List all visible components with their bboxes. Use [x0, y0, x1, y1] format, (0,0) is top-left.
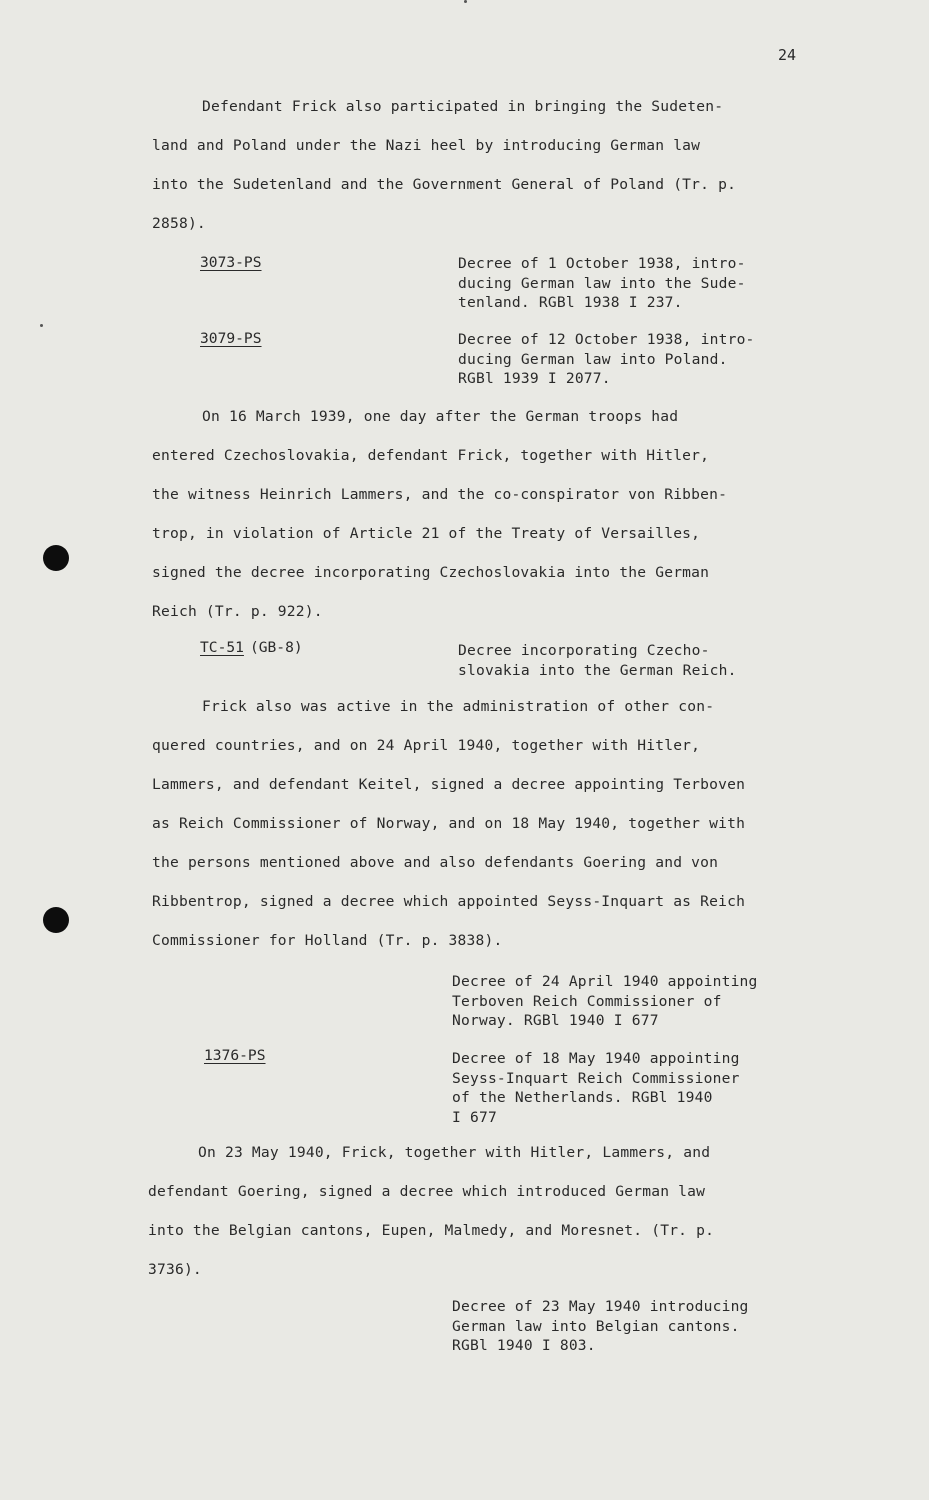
- reference-description: [458, 641, 798, 680]
- reference-line: RGBl 1940 I 803.: [452, 1337, 596, 1354]
- text-line: defendant Goering, signed a decree which introduced German law: [148, 1183, 706, 1200]
- page-number: 24: [778, 46, 797, 64]
- reference-line: German law into Belgian cantons.: [452, 1317, 740, 1335]
- reference-description: [458, 254, 798, 313]
- text-line: land and Poland under the Nazi heel by introducing German law: [152, 137, 701, 154]
- text-line: On 23 May 1940, Frick, together with Hitler, Lammers, and: [198, 1144, 711, 1161]
- text-line: entered Czechoslovakia, defendant Frick, together with Hitler,: [152, 447, 710, 464]
- reference-line: Decree of 24 April 1940 appointing: [452, 973, 758, 990]
- reference-id-text: 3079-PS: [200, 330, 262, 347]
- reference-line: of the Netherlands. RGBl 1940: [452, 1089, 713, 1106]
- reference-document-id: [200, 330, 262, 347]
- reference-line: Norway. RGBl 1940 I 677: [452, 1012, 659, 1029]
- punch-hole: [43, 907, 69, 933]
- reference-line: ducing German law into Poland.: [458, 350, 728, 368]
- reference-exhibit-number: (GB-8): [249, 639, 303, 656]
- paragraph-3: [152, 687, 797, 960]
- reference-id-text: 3073-PS: [200, 254, 262, 271]
- text-line: as Reich Commissioner of Norway, and on 18 May 1940, together with: [152, 815, 746, 832]
- reference-line: RGBl 1939 I 2077.: [458, 370, 611, 387]
- text-line: 2858).: [152, 215, 206, 232]
- text-line: Ribbentrop, signed a decree which appointed Seyss-Inquart as Reich: [152, 893, 746, 910]
- text-line: Reich (Tr. p. 922).: [152, 603, 323, 620]
- reference-description: [452, 1049, 792, 1127]
- reference-description: [452, 972, 792, 1031]
- reference-line: Decree incorporating Czecho-: [458, 642, 710, 659]
- text-line: Defendant Frick also participated in bringing the Sudeten-: [202, 98, 724, 115]
- text-line: Frick also was active in the administration of other con-: [202, 698, 715, 715]
- reference-document-id: [200, 254, 262, 271]
- punch-hole: [43, 545, 69, 571]
- reference-line: tenland. RGBl 1938 I 237.: [458, 294, 683, 311]
- text-line: On 16 March 1939, one day after the German troops had: [202, 408, 679, 425]
- reference-line: Decree of 23 May 1940 introducing: [452, 1298, 749, 1315]
- paper-speck: [464, 0, 467, 3]
- reference-document-id: [200, 639, 303, 656]
- reference-line: Decree of 1 October 1938, intro-: [458, 255, 746, 272]
- reference-line: I 677: [452, 1108, 497, 1126]
- reference-document-id: [204, 1047, 266, 1064]
- text-line: Commissioner for Holland (Tr. p. 3838).: [152, 932, 503, 949]
- text-line: signed the decree incorporating Czechoslovakia into the German: [152, 564, 710, 581]
- reference-id-text: 1376-PS: [204, 1047, 266, 1064]
- text-line: the persons mentioned above and also defendants Goering and von: [152, 854, 719, 871]
- reference-line: Decree of 18 May 1940 appointing: [452, 1050, 740, 1067]
- text-line: into the Sudetenland and the Government General of Poland (Tr. p.: [152, 176, 737, 193]
- reference-line: slovakia into the German Reich.: [458, 661, 737, 679]
- text-line: Lammers, and defendant Keitel, signed a decree appointing Terboven: [152, 776, 746, 793]
- reference-description: [452, 1297, 792, 1356]
- text-line: trop, in violation of Article 21 of the Treaty of Versailles,: [152, 525, 701, 542]
- reference-line: Terboven Reich Commissioner of: [452, 992, 722, 1010]
- text-line: the witness Heinrich Lammers, and the co-conspirator von Ribben-: [152, 486, 728, 503]
- paragraph-1: [152, 87, 797, 243]
- paper-speck: [40, 324, 43, 327]
- reference-line: ducing German law into the Sude-: [458, 274, 746, 292]
- reference-description: [458, 330, 798, 389]
- text-line: quered countries, and on 24 April 1940, together with Hitler,: [152, 737, 701, 754]
- reference-line: Seyss-Inquart Reich Commissioner: [452, 1069, 740, 1087]
- reference-line: Decree of 12 October 1938, intro-: [458, 331, 755, 348]
- paragraph-2: [152, 397, 797, 631]
- reference-id-text: TC-51: [200, 639, 244, 656]
- text-line: into the Belgian cantons, Eupen, Malmedy, and Moresnet. (Tr. p.: [148, 1222, 715, 1239]
- paragraph-4: [148, 1133, 793, 1289]
- text-line: 3736).: [148, 1261, 202, 1278]
